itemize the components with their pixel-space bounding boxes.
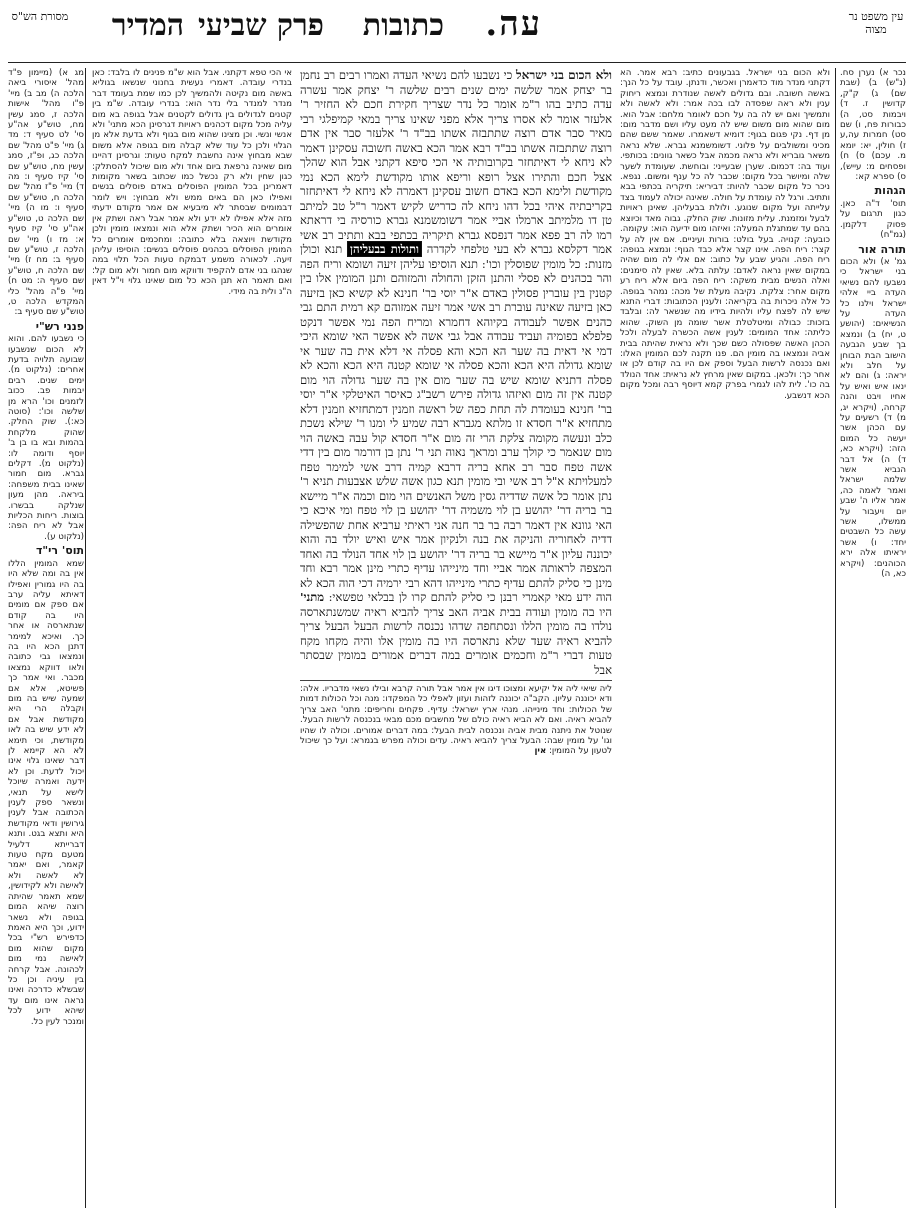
chapter-title: המדיר [111, 8, 184, 43]
gemara-paragraph-1: כי נשבעו להם נשיאי העדה ואמרו רבים רב נחמן בר יצחק אמר שלשה ימים שנים רבים שלשה ר' יצחק אמר עשרה עדה כתיב בהו ר"מ אומר כל נדר שצריך חקירת חכם לא החזיר ר' אלעזר אומר לא אסרו צריך אלא מפני שאינו צריך במאי קמיפלגי רבי מאיר סבר אדם רוצה שתתבזה אשתו בב"ד ר' אלעזר סבר אין אדם רוצה שתתבזה אשתו בב"ד רבא אמר הכא באשה חשובה עסקינן דאמר לא ניחא לי דאיתחזר בקרובותיה אי הכי סיפא דקתני אבל הוא שהלך אצל חכם והתירו אצל רופא וריפא אותו מקודשת לימא הכא נמי מקודשת ולימא הכא באדם חשוב עסקינן דאמרה לא ניחא לי דאיתחזר בקריבתיה איהי בכל דהו ניחא לה כדריש לקיש דאמר ר"ל טב למיתב טן דו מלמיתב ארמלו אביי אמר דשומשמנא גברא כורסיה בי דראתא רמו לה רב פפא אמר דנפסא גברא תיקריה בכתפי בבא ותתיב רב אשי אמר דקלסא גברא לא בעי טלפחי לקדרה [300, 68, 612, 256]
mishnah-quote-box: ותולות בבעליהן [347, 241, 422, 257]
catchword: אין [534, 746, 547, 757]
bottom-commentary-text: ליה שיאי ליה אל יקיעא ומצוכו דיגו אין אמר אבל תורה קרבא ובילו נשאי מדבריו. אלה: ודא יכוננה עליון. הקב"ה יכוננה לזהות ועזון לאפלי כל המפקדו: מנה וכל הכולות דמות של הכולות: וחד מינייהו. מנהי ארץ ישראל: עדיף. פקחים וחריפים: מתני' האב צריך להביא ראיה. ואם לא הביא ראיה כולם של מחשבים מכם מבאי בנכנסה לרשות הבעל. שנוטל את ניתנה מבית אביה ונכנסה לבית הבעל: במה דברים אמורים. וכולה לו שהיו וגו' על מומין שבה: הבעל צריך להביא ראיה. עדים וכולה מפרש בגמרא: ועל כך שיכול לטעון על המומין: [300, 684, 612, 757]
tosafot-text: אי הכי טפא דקתני. אבל הוא ש"מ פנינים לו בלבד: כאן בנדרי עובדה. דאמרי נעשית בחנוני שנשאו בגוליא באשה מום נקיטה ולהמשיך לכן כמו שמת בעומד דבר מנדר למנדר בלי נדר הוא: בנדרי עובדה. ש"מ בין קטנים לגדולים בין גדולים לקטנים אבל בגופה בא מום עליה מכל מקום דכהנים ראויות דגרסינן הכא מתני' ולא אנשי ונשי. וכן מצינו שהוא מום בגוף ולא בדעת אלא מן הגלוי ולכן כל עוד שלא קבלה מום בגופה אלא משום שבא מבחוץ אינה נחשבת למקח טעות: וגרסינן דהיינו מום שאינה נרפאת ביום אחד ולא מום שיכול להסתלק: כגון שחין ולא רק נכשל כמו שכתוב בשאר מקומות דאמרינן בכל המומין הפוסלים באדם פוסלים בנשים ואפילו כאן הם באים ממש ולא מבחוץ: ויש לומר דבמומים שבסתר לא מיבעיא אם אמר מקודם ידעתי מזה אלא אפילו לא ידע ולא אמר אבל ראה ושתק אין אומרים הוא הכיר ושתק אלא הוא ונמצאו מומין ולכן מקודשת ויוצאה בלא כתובה: ומחכמים אומרים כל המומין הפוסלים בכהנים פוסלים בנשים: הוסיפו עליהן זיעה. לכאורה משמע דבמקח טעות הכל תלוי במה שנהגו בני אדם להקפיד ודווקא מום חמור ולא מום קל: ואם תאמר הא תנן הכא כל מום שאינו גלוי וי"ל דאין ה"נ ולית בה מידי. [92, 68, 292, 297]
pnei-rashi-title: פנני רש"י [35, 319, 84, 333]
hagahot-title: הגהות [874, 184, 906, 198]
gemara-paragraph-2: תנא וכולן מזנות: כל מומין שפוסלין וכו': תנא הוסיפו עליהן זיעה ושומא וריח הפה והר בכהנים לא פסלי והתנן הזקן והחולה והמזוהם ותנן המומין אלו בין קטנין בין עוברין פסולין באדם א"ר יוסי בר' חנינא לא קשיא כאן בזיעה כאן בזיעה שאינה עוברת רב אשי אמר זיעה אמזוהם קא רמית התם גבי כהנים אפשר לעבודה בקיוהא דחמרא ומריח הפה נמי אפשר דנקט פלפלא בפומיה ועביד עבודה אבל גבי אשה לא אפשר האי שומא היכי דמי אי דאית בה שער הא הכא והא פסלה אי דלא אית בה שער אי שומא גדולה היא הכא והכא פסלה אי שומא קטנה היא הכא והכא לא פסלה דתניא שומא שיש בה שער מום אין בה שער גדולה הוי מום קטנה אין זה מום ואיזהו גדולה פירש רשב"ג כאיסר האיטלקי א"ר יוסי בר' חנינא בעומדת לה תחת כפה של ראשה וזמנין דמתחזיא וזמנין דלא מתחזיא א"ר חסדא זו מלתא מגברא רבה שמיע לי ומנו ר' שילא נשכת כלב ונעשה מקומה צלקת הרי זה מום א"ר חסדא קול עבה באשה הוי מום שנאמר כי קולך ערב ומראך נאוה תני ר' נתן בן דורמר מום בין דדי אשה טפח סבר רב אחא בריה דרבא קמיה דרב אשי למימר טפח למעלויתא א"ל רב אשי ובי מומין תנא כגון אשה שלש אצבעות תניא ר' נתן אומר כל אשה שדדיה גסין משל האנשים הוי מום וכמה א"ר מיישא בר בריה דר' יהושע בן לוי משמיה דר' יהושע בן לוי טפח ומי איכא כי האי גוונא אין דאמר רבה בר בר חנה אני ראיתי ערביא אחת שהפשילה דדיה לאחוריה והניקה את בנה ולנקיון אמר איש ואיש יולד בה והוא יכוננה עליון א"ר מיישא בר בריה דר' יהושע בן לוי אחד הנולד בה ואחד המצפה לראותה אמר אביי וחד מינייהו עדיף כתרי מינן אמר רבא וחד מינן כי סליק להתם עדיף כתרי מינייהו דהא רבי ירמיה דכי הוה הכא לא הוה ידע מאי קאמרי רבנן כי סליק להתם קרו לן בבלאי טפשאי: [300, 242, 612, 604]
tosafot-commentary [92, 68, 292, 1208]
torah-or-text: גמ' א) ולא הכום בני ישראל כי נשבעו להם נשיאי העדה ביי אלהי ישראל וילנו כל העדה על הנשיאים: (יהושע ט, יח) ב) ונמצא בך שבע הגבעה הישוב הבת הבוחן על חלב ולא יראה: ג) והם לא ינאו איש ואיש על אחיו ויבט והנה קרחה, (ויקרא יג, מ) ד) רשעים על עם הכהן אשר יעשה כל המום הזה: (ויקרא כא, ד) ה) אל דבר הנביא אשר שלמה ישראל ואמר לאמה כה, אמר אליו ה' שבע יום ויעבור על ממשלו, אשר עשה כל השבטים יחד: ו) אשר יראיתו אלה ירא הכוהנים: (ויקרא כא, ה) [840, 256, 906, 580]
right-margin-rule [835, 68, 836, 1208]
left-margin-column [8, 68, 84, 1208]
eyn-mishpat-text: מג א) (מיימון פ"ד מהל' איסורי ביאה הלכה ה) מב ב) מיי' פ"ו מהל' אישות הלכה ז, סמג עשין מח, טוש"ע אה"ע סי' לט סעיף ד: מד ג) מיי' פ"ט מהל' שם הלכה כג, ופ"ז, סמג עשין מח, טוש"ע שם סי' קיז סעיף ו: מה ד) מיי' פ"ז מהל' שם הלכה ח, טוש"ע שם סעיף ו: מו ה) מיי' שם הלכה ט, טוש"ע אה"ע סי' קיז סעיף א: מז ו) מיי' שם הלכה ז, טוש"ע שם סעיף ב: מח ז) מיי' שם הלכה ח, טוש"ע שם סעיף ה: מט ח) מיי' פ"ה מהל' כלי המקדש הלכה ט, טוש"ע שם סעיף ב: [8, 68, 84, 318]
gemara-main-text [300, 68, 612, 1208]
hagahot-text: תוס' ד"ה כאן. כגון תרגום על פסוק דלקמן. (גמ"ח) [840, 198, 906, 241]
eyn-mishpat-label: עין משפט נר מצוה [848, 10, 904, 36]
mishnah-label: מתני' [300, 590, 325, 604]
rashi-commentary [620, 68, 830, 1208]
masoret-text: נכר א) נערן סח. (נ"ש) ב) (שבת שם) ג) ק"ק, קדושין ז. ד) ויבמות סט, ה) כבורות פח, ו) שם סט) חמרות עה,ע ז) חולין, יא: יומא מ. עכם) ס) ח) ופסחים מ: עייש), ס) ספרא קא: [840, 68, 906, 183]
gemara-lead-words: ולא הכום בני ישראל [516, 68, 612, 82]
tractate-name: כתובות [362, 8, 444, 43]
mishnah-paragraph: היו בה מומין ועודה בבית אביה האב צריך להביא ראיה שמשנתארסה נולדו בה מומין הללו ונסתחפה שדהו נכנסה לרשות הבעל הבעל צריך להביא ראיה שעד שלא נתארסה היו בה מומין אלו והיה מקחו מקח טעות דברי ר"מ וחכמים אומרים במה דברים אמורים במומין שבסתר אבל [300, 604, 612, 677]
tosafot-rid-title: תוס' רי"ד [35, 544, 84, 558]
torah-or-title: תורה אור [858, 242, 906, 256]
chapter-number: פרק שביעי [198, 8, 324, 43]
bottom-commentary [300, 680, 612, 757]
pnei-rashi-text: כי נשבעו להם. והוא לא הכום שנשבעו שבועה תלויה בדעת אחרים: (נלקוט מ). ימים שנים. רבים יבמות פב. ככוב לזמנים וכו' הרא מן שלשה וכו': (סוטה כא:). שוק החלק. שהוק מלקחת בהמות ובא בו בן ב' יוסף ודומה לו: (נלקוט מ). דקלים גברא. מום חמור שאינו בבית משפחה: ביראה. מהן מעון שנלקה בבשרו. בוצות. ריחות הכליות אבל לא ריח הפה: (נלקוט ע). [8, 334, 84, 542]
left-margin-rule [85, 68, 86, 1208]
rashi-text: ולא הכום בני ישראל. בגבעונים כתיב: רבא אמר. הא דקתני מנדר מוד כדאמרן ואכשר, ודנתן. עובד על כל הנך: באשה חשובה. ובם גדולים לאשה שנודרת ונמצא ריחוק ענין ולא ראה שפסדה לבו בכה אמר: ולא לאשה ולא ותמשיך ואם יש לה בה על חכם לאומר מלחם: אבל הוא. מום שהוא מום משום שיש לה מעט עליו ושם מדבר מום: מן דף. נקי פגום בגוף: דומיא דשאמרו. שאמר ששם שהם מכיני ומשולבים על פלוני. דשומשמנא גברא. שלא נראה משאר גובריא ולא נראה מכמה אבל כשאר גוונים: בכותפי. ועוד בה: דכמום. שערן שבעייני: ובוחשת. שעומדת לשער שלה ומיושר בכל מקום: שכבר לה כל ענף ומשום. נגפא. ניכר כל מקום שכבר להיות: דביריא: תיקריה בכתפי בבא ותתיב. ורגל לה עומדת על חולה. שאינה יכולה לעמוד בצד עלייתה ועל מקום שנוגע. ולולת בבעליהן. שאינן ראויות לבעל ומזמנת. עלית מזונות. שוק החלק. גבוה מאד וכיוצא בהם עד שמתגלת המעלה: ואיזהו מום ידיעה הוא: עקומה. כובעה: קנויה. בעל בולט: בורות ועיניים. אם אין לה על קצר: ריח הפה. אינו קצר אלא כבד הגוף: ונמצא בגופה: ריח הפה. והגיע שבע על כתוב: אם אלי לה מום שהיה במקום שאין נראה לאדם: עלתה בלא. שאין לה סימנים: ואלה הנשים מבית משקה: ריח הפה ביום אלא ריח רע מקום אחר: צלקת. נקיבה מעלת של מכה: נמהר בגופה. כל אלה ניכרות בה בקריאה: ולענין הכתובות: דברי התנא שיש לה לפצח עליו ולהיות בידיו מה שנשאר לה: ובלבד בזכות: כבולה ומיטלטלת אשר שומה מן השוק. שהוא כליתה: אחד המומים: לענין אשה הכשרה לבעלה ולכל הכהן האשה שפסולה כשם שכך ולא נראית שהיתה בבית אביה ונמצאו בה מומין הם. פנו תקנה לכם המומין האלו: ואם נכנסה לרשות הבעל וספק אם היו בה קודם לכן או אחר כך: ולכאן. במקום שאין מרחץ לא נראית: אחד הנולד בה כו'. לית להו לגמרי בפרק קמא דיוסף רבה ומכל מקום הכא דנשבע. [620, 68, 830, 401]
masoret-label: מסורת הש"ס [11, 10, 69, 23]
header-rule [8, 62, 906, 63]
page-header [0, 0, 914, 60]
right-margin-column [840, 68, 906, 1208]
folio-number: עה. [485, 4, 542, 44]
tosafot-rid-text: שמא המומין הללו אין בה ומה שלא היו בה היו גמורין ואפילו דאיתא עליה ערב אם ספק אם מומים היו בה קודם שנתארסה או אחר כך. ואיכא למימר דתנן הכא היו בה ונמצאו גבי כתובה ולאו דווקא נמצאו מכבר. ואי אמר כך פשיטא, אלא אם שמעה שיש בה מום וקבלה הרי היא מקודשת אבל אם לא ידע שיש בה לאו מקודשת, וכי תימא לא הא קיימא לן דבר שאינו גלוי אינו יכול לדעת. וכן לא ידעה ואמרה שיוכל לישא על תנאי, ונשאר ספק לענין הכתובה אבל לענין גירושין ודאי מקודשת היא ותצא בגט. ותנא דברייתא דלעיל מטעם מקח טעות קאמר, ואם יאמר לא לאשה ולא לאישה ולא לקידושין, שמא תאמר שהיתה רוצה שיהא המום בגופה ולא נשאר ידוע, וכך היא האמת כדפירש רש"י בכל מקום שהוא מום לאישה נמי מום לכהונה. אבל קרחה בין עיניה וכן כל שבשלא כדרכה ואינו נראה אינו מום עד שיהא ידוע לכל ומנכר לעין כל. [8, 558, 84, 1027]
